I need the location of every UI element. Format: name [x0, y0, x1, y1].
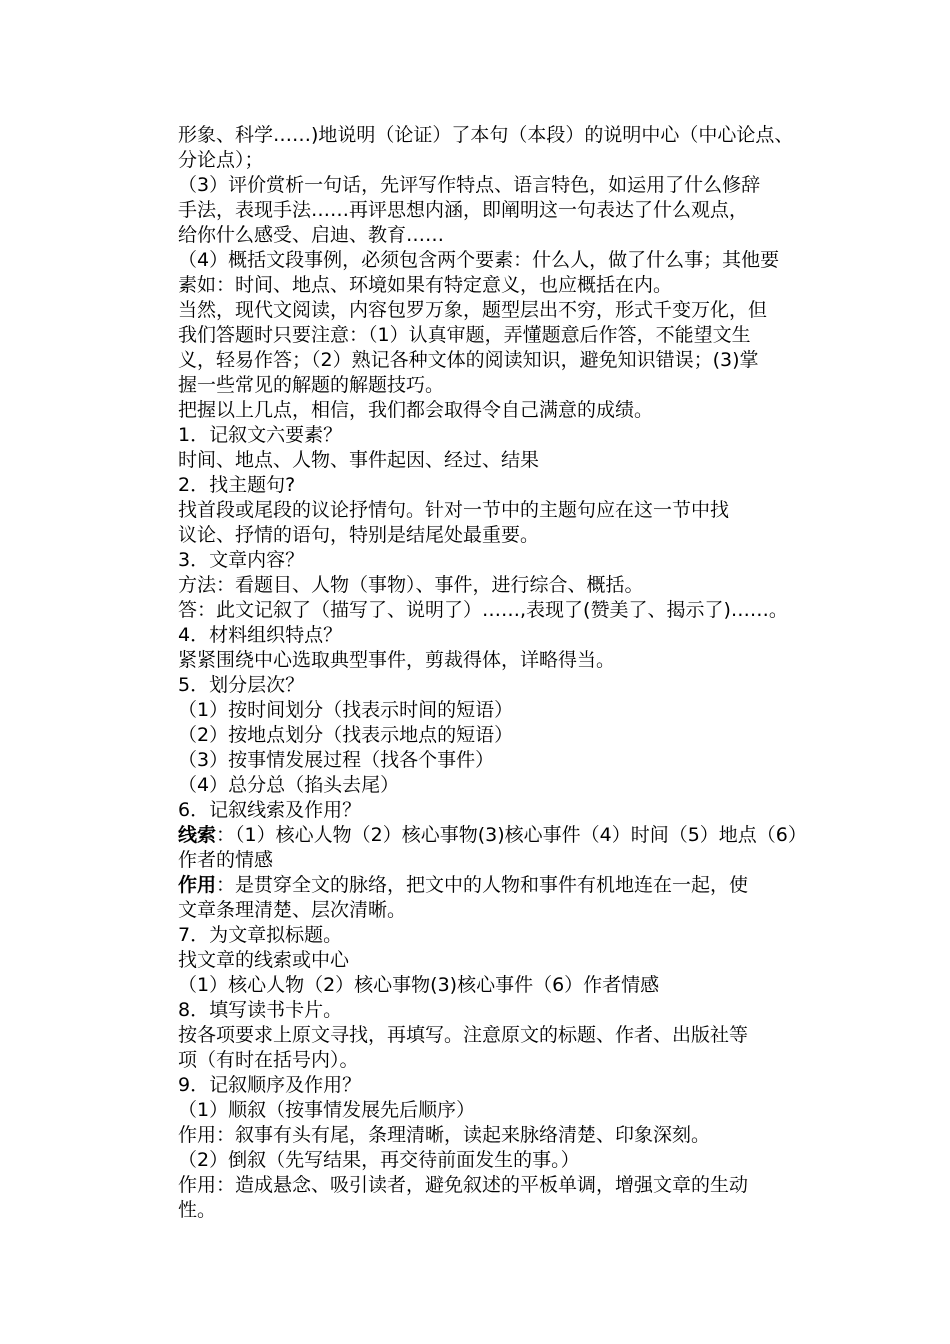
bold-label: 作用: [178, 874, 217, 896]
text-line: [178, 348, 818, 373]
text-line: [178, 673, 818, 698]
text-line: [178, 1073, 818, 1098]
line-text: 作用：造成悬念、吸引读者，避免叙述的平板单调，增强文章的生动: [178, 1174, 749, 1196]
line-text: 给你什么感受、启迪、教育……: [178, 224, 445, 246]
text-line: [178, 923, 818, 948]
line-text: 形象、科学……)地说明（论证）了本句（本段）的说明中心（中心论点、: [178, 124, 794, 146]
text-line: [178, 698, 818, 723]
text-line: [178, 948, 818, 973]
text-line: [178, 748, 818, 773]
line-text: （4）概括文段事例，必须包含两个要素：什么人，做了什么事；其他要: [178, 249, 780, 271]
line-text: （1）按时间划分（找表示时间的短语）: [178, 699, 514, 721]
line-text: 当然，现代文阅读，内容包罗万象，题型层出不穷，形式千变万化，但: [178, 299, 768, 321]
line-text: 分论点）；: [178, 149, 264, 171]
text-line: [178, 223, 818, 248]
line-text: 紧紧围绕中心选取典型事件，剪裁得体，详略得当。: [178, 649, 616, 671]
line-text: 找文章的线索或中心: [178, 949, 350, 971]
document-body: [178, 123, 818, 1223]
text-line: [178, 998, 818, 1023]
text-line: [178, 323, 818, 348]
text-line: [178, 823, 818, 848]
text-line: [178, 598, 818, 623]
line-text: 文章条理清楚、层次清晰。: [178, 899, 407, 921]
text-line: [178, 523, 818, 548]
text-line: [178, 498, 818, 523]
line-text: 我们答题时只要注意：（1）认真审题，弄懂题意后作答，不能望文生: [178, 324, 751, 346]
text-line: [178, 298, 818, 323]
line-text: 6．记叙线索及作用？: [178, 799, 362, 821]
text-line: [178, 373, 818, 398]
text-line: [178, 248, 818, 273]
text-line: [178, 1098, 818, 1123]
text-line: [178, 723, 818, 748]
text-line: [178, 773, 818, 798]
line-text: （1）核心人物（2）核心事物(3)核心事件（6）作者情感: [178, 974, 660, 996]
line-text: 1．记叙文六要素？: [178, 424, 343, 446]
text-line: [178, 1048, 818, 1073]
text-line: [178, 898, 818, 923]
line-text: 义，轻易作答；（2）熟记各种文体的阅读知识，避免知识错误；(3)掌: [178, 349, 759, 371]
line-text: 议论、抒情的语句，特别是结尾处最重要。: [178, 524, 540, 546]
line-text: 时间、地点、人物、事件起因、经过、结果: [178, 449, 540, 471]
text-line: [178, 973, 818, 998]
line-text: 手法，表现手法……再评思想内涵，即阐明这一句表达了什么观点，: [178, 199, 749, 221]
line-text: 3．文章内容？: [178, 549, 305, 571]
line-text: 作者的情感: [178, 849, 274, 871]
line-text: 4．材料组织特点？: [178, 624, 343, 646]
line-text: ：（1）核心人物（2）核心事物(3)核心事件（4）时间（5）地点（6）: [216, 824, 807, 846]
text-line: [178, 1123, 818, 1148]
line-text: （2）按地点划分（找表示地点的短语）: [178, 724, 514, 746]
text-line: [178, 648, 818, 673]
text-line: [178, 873, 818, 898]
text-line: [178, 1173, 818, 1198]
text-line: [178, 623, 818, 648]
text-line: [178, 473, 818, 498]
text-line: [178, 398, 818, 423]
text-line: [178, 1023, 818, 1048]
line-text: （3）评价赏析一句话，先评写作特点、语言特色，如运用了什么修辞: [178, 174, 761, 196]
line-text: 9．记叙顺序及作用？: [178, 1074, 362, 1096]
text-line: [178, 273, 818, 298]
line-text: 8．填写读书卡片。: [178, 999, 343, 1021]
text-line: [178, 1148, 818, 1173]
text-line: [178, 123, 818, 148]
text-line: [178, 573, 818, 598]
line-text: 方法：看题目、人物（事物）、事件，进行综合、概括。: [178, 574, 644, 596]
line-text: 把握以上几点，相信，我们都会取得令自己满意的成绩。: [178, 399, 654, 421]
text-line: [178, 173, 818, 198]
line-text: （2）倒叙（先写结果，再交待前面发生的事。）: [178, 1149, 580, 1171]
line-text: （4）总分总（掐头去尾）: [178, 774, 400, 796]
line-text: 作用：叙事有头有尾，条理清晰，读起来脉络清楚、印象深刻。: [178, 1124, 711, 1146]
text-line: [178, 848, 818, 873]
line-text: 找首段或尾段的议论抒情句。针对一节中的主题句应在这一节中找: [178, 499, 730, 521]
line-text: 素如：时间、地点、环境如果有特定意义，也应概括在内。: [178, 274, 673, 296]
text-line: [178, 548, 818, 573]
line-text: 项（有时在括号内）。: [178, 1049, 359, 1071]
text-line: [178, 798, 818, 823]
line-text: 按各项要求上原文寻找，再填写。注意原文的标题、作者、出版社等: [178, 1024, 749, 1046]
line-text: 性。: [178, 1199, 217, 1221]
text-line: [178, 448, 818, 473]
line-text: （3）按事情发展过程（找各个事件）: [178, 749, 495, 771]
text-line: [178, 148, 818, 173]
line-text: （1）顺叙（按事情发展先后顺序）: [178, 1099, 476, 1121]
line-text: 2．找主题句?: [178, 474, 296, 496]
line-text: 握一些常见的解题的解题技巧。: [178, 374, 445, 396]
line-text: 7．为文章拟标题。: [178, 924, 343, 946]
line-text: 5．划分层次？: [178, 674, 305, 696]
text-line: [178, 198, 818, 223]
line-text: 答：此文记叙了（描写了、说明了）……,表现了(赞美了、揭示了)……。: [178, 599, 788, 621]
bold-label: 线索: [178, 824, 217, 846]
text-line: [178, 1198, 818, 1223]
line-text: ：是贯穿全文的脉络，把文中的人物和事件有机地连在一起，使: [216, 874, 749, 896]
text-line: [178, 423, 818, 448]
